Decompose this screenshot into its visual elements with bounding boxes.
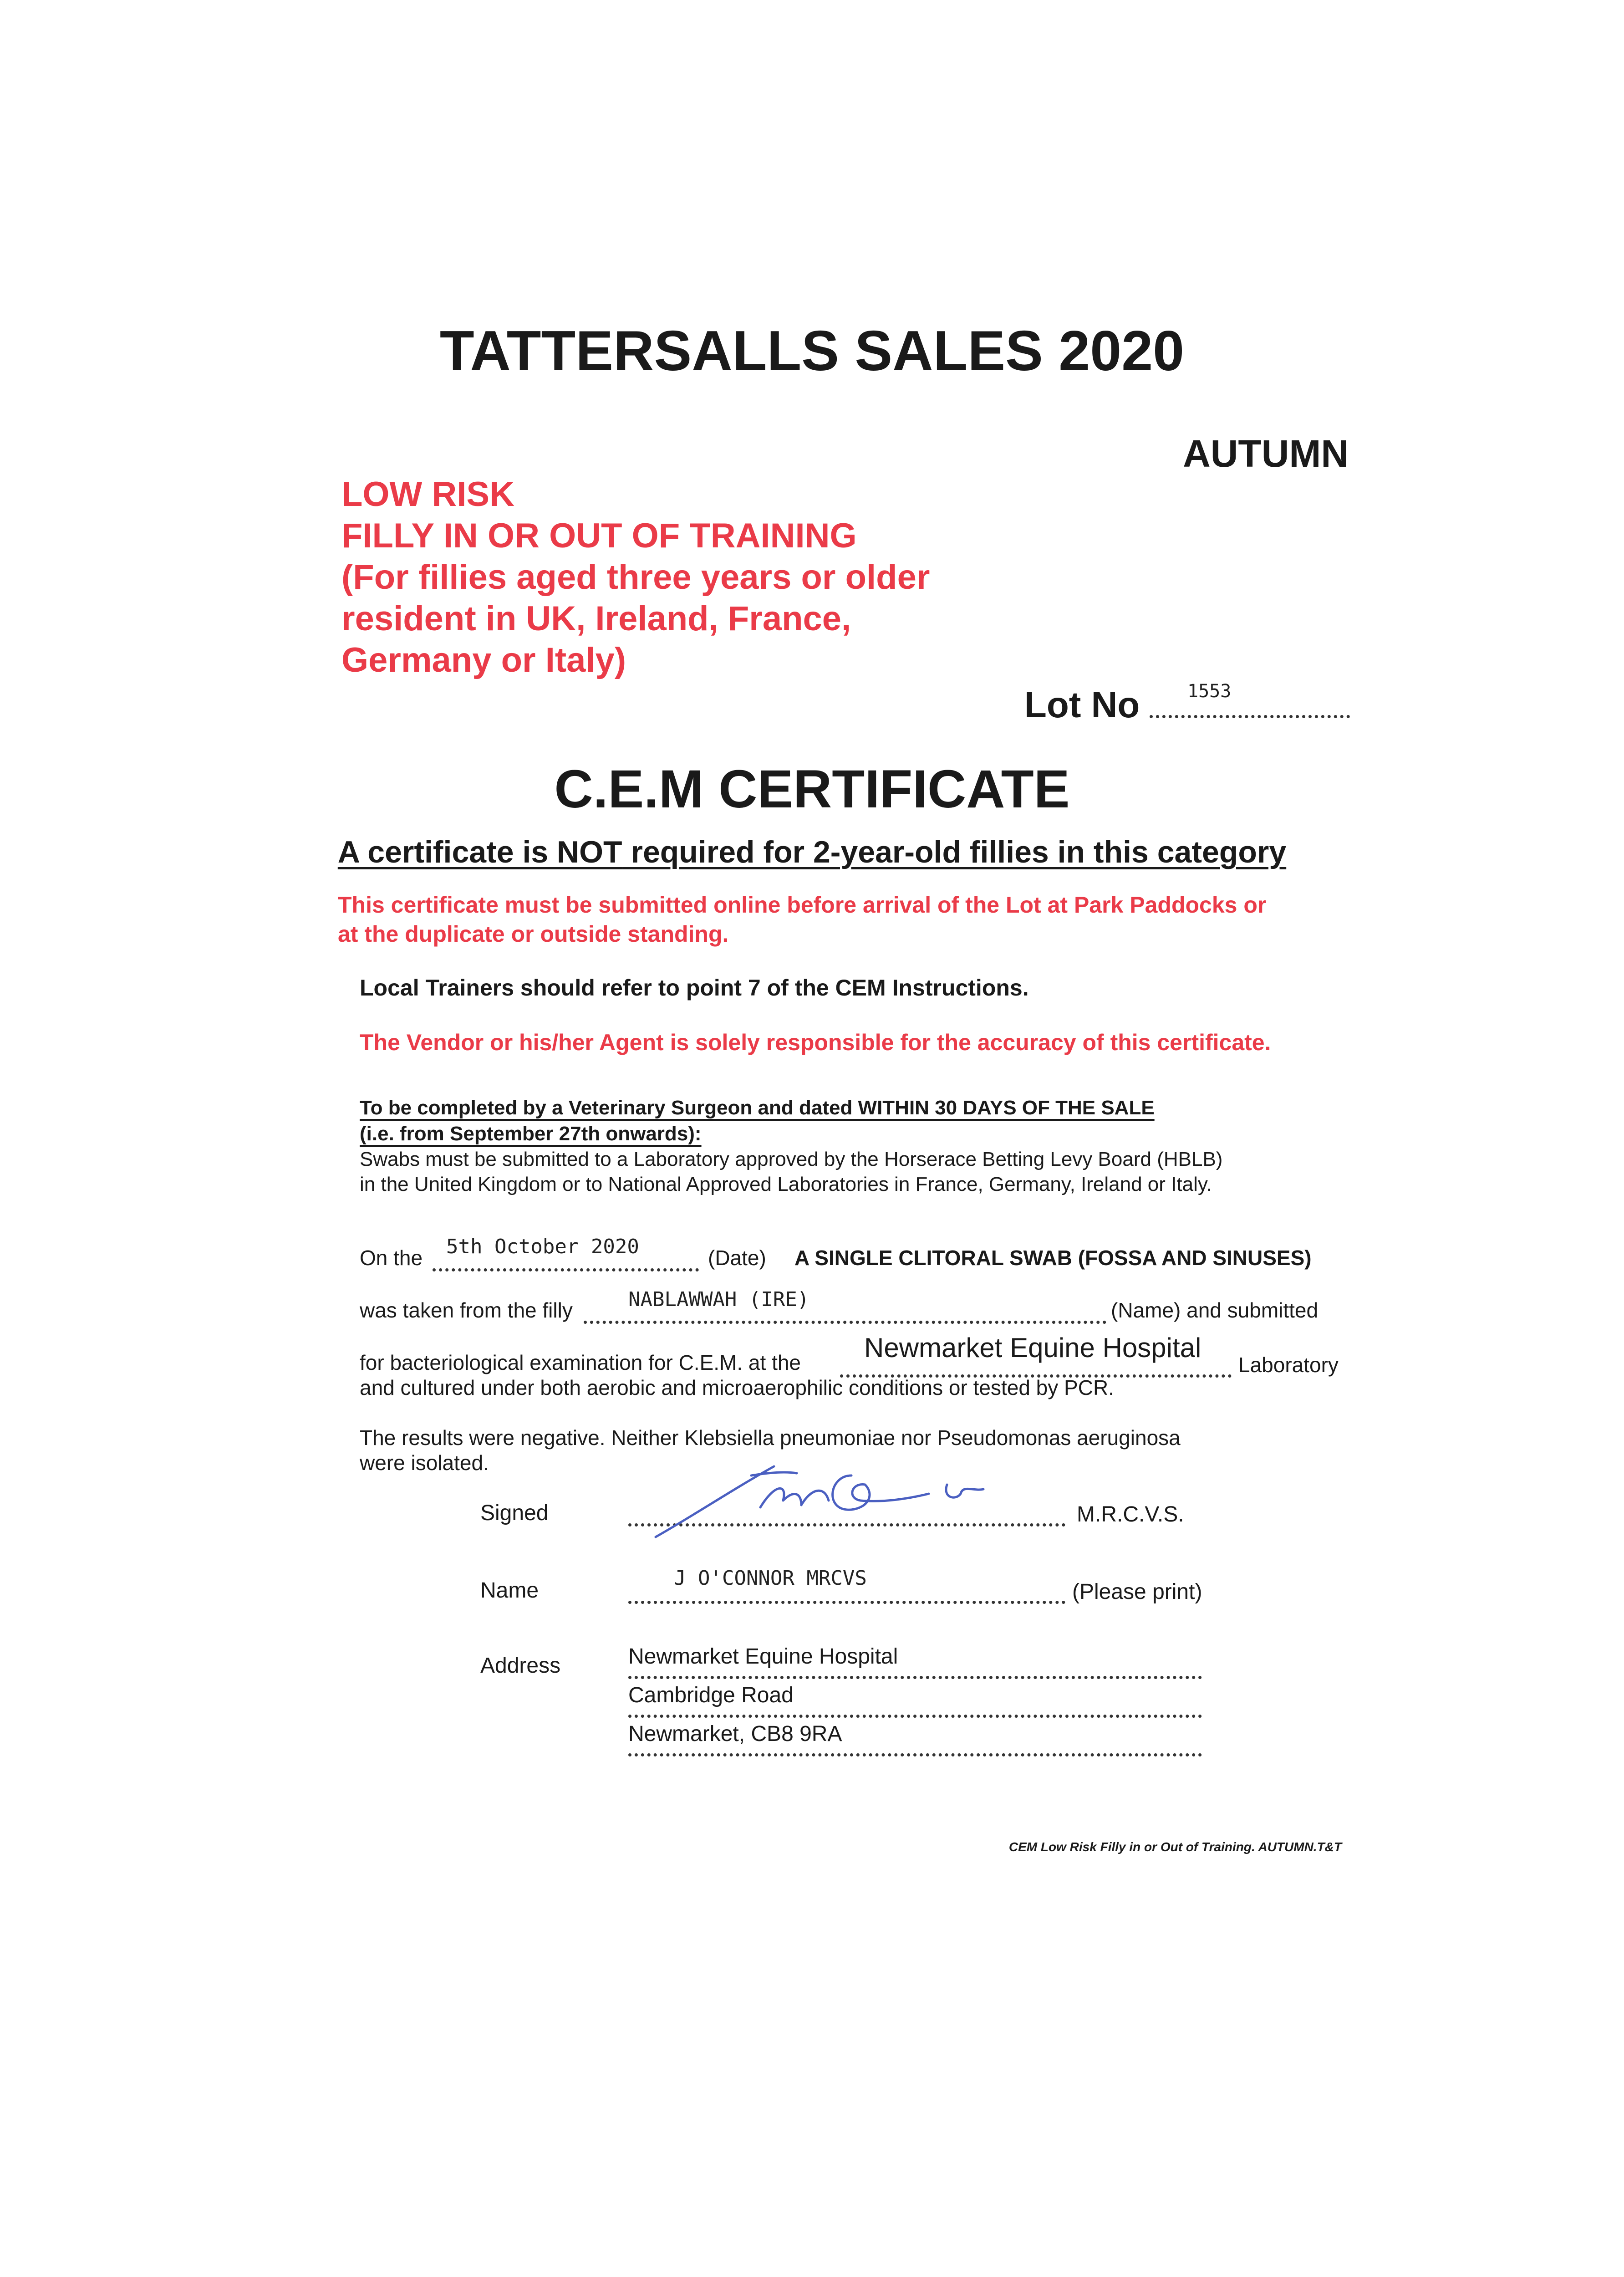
form-reference-footer: CEM Low Risk Filly in or Out of Training. AUTUMN.T&T xyxy=(1008,1840,1342,1854)
risk-line: FILLY IN OR OUT OF TRAINING xyxy=(341,516,857,555)
risk-line: LOW RISK xyxy=(341,475,514,514)
completion-instruction xyxy=(360,1097,1155,1119)
handwritten-signature[interactable] xyxy=(637,1457,993,1544)
on-the-label: On the xyxy=(360,1246,423,1270)
not-required-emphasis: NOT xyxy=(557,835,622,869)
filly-name-field[interactable]: NABLAWWAH (IRE) xyxy=(628,1288,809,1311)
submission-notice-line: This certificate must be submitted online before arrival of the Lot at Park Paddocks or xyxy=(338,892,1267,918)
please-print-label: (Please print) xyxy=(1072,1580,1202,1604)
local-trainers-note: Local Trainers should refer to point 7 of the CEM Instructions. xyxy=(360,975,1029,1001)
filly-name-suffix: (Name) and submitted xyxy=(1111,1298,1319,1322)
risk-category xyxy=(341,474,930,681)
swab-type-text: A SINGLE CLITORAL SWAB (FOSSA AND SINUSES) xyxy=(794,1246,1312,1270)
document-title: TATTERSALLS SALES 2020 xyxy=(439,320,1185,383)
vet-name-field[interactable]: J O'CONNOR MRCVS xyxy=(674,1567,867,1590)
filly-dotted-line xyxy=(584,1321,1106,1324)
results-line: The results were negative. Neither Klebsiella pneumoniae nor Pseudomonas aeruginosa xyxy=(360,1426,1181,1450)
sale-name: AUTUMN xyxy=(1183,432,1349,475)
swab-instruction-line: Swabs must be submitted to a Laboratory approved by the Horserace Betting Levy Board (HBLB) xyxy=(360,1148,1223,1170)
address-dotted-line xyxy=(628,1753,1202,1756)
laboratory-field[interactable]: Newmarket Equine Hospital xyxy=(864,1333,1201,1363)
address-line-2[interactable]: Cambridge Road xyxy=(628,1683,794,1707)
not-required-notice xyxy=(0,834,1624,870)
results-line: were isolated. xyxy=(360,1451,489,1475)
completion-instruction-prefix: To be completed by a Veterinary Surgeon and dated xyxy=(360,1097,858,1119)
signature-strokes xyxy=(656,1466,983,1537)
not-required-prefix: A certificate is xyxy=(337,835,557,869)
date-field-label: (Date) xyxy=(708,1246,766,1270)
address-line-3[interactable]: Newmarket, CB8 9RA xyxy=(628,1722,842,1746)
swab-instruction-line: in the United Kingdom or to National Approved Laboratories in France, Germany, Ireland or Italy. xyxy=(360,1173,1212,1195)
certificate-title: C.E.M CERTIFICATE xyxy=(554,759,1070,819)
culture-conditions-text: and cultured under both aerobic and microaerophilic conditions or tested by PCR. xyxy=(360,1376,1114,1399)
signed-label: Signed xyxy=(480,1501,549,1525)
risk-line: Germany or Italy) xyxy=(341,641,626,679)
vendor-responsibility-note: The Vendor or his/her Agent is solely responsible for the accuracy of this certificate. xyxy=(360,1030,1271,1055)
swab-laboratory-instructions xyxy=(360,1147,1222,1197)
name-label: Name xyxy=(480,1578,539,1603)
lot-number-label: Lot No xyxy=(1024,684,1140,725)
completion-deadline: WITHIN 30 DAYS OF THE SALE xyxy=(858,1097,1155,1119)
risk-line: (For fillies aged three years or older xyxy=(341,558,930,597)
address-dotted-line xyxy=(628,1676,1202,1679)
completion-date-range: (i.e. from September 27th onwards): xyxy=(360,1123,702,1145)
lot-number-dotted-line xyxy=(1150,715,1350,718)
mrcvs-label: M.R.C.V.S. xyxy=(1077,1502,1184,1527)
laboratory-suffix: Laboratory xyxy=(1238,1353,1339,1377)
name-dotted-line xyxy=(628,1601,1065,1604)
address-label: Address xyxy=(480,1654,561,1678)
date-dotted-line xyxy=(433,1268,699,1271)
filly-label: was taken from the filly xyxy=(360,1298,573,1322)
risk-line: resident in UK, Ireland, France, xyxy=(341,599,851,638)
submission-notice-line: at the duplicate or outside standing. xyxy=(338,921,729,947)
lot-number-value[interactable]: 1553 xyxy=(1187,681,1232,702)
address-line-1[interactable]: Newmarket Equine Hospital xyxy=(628,1644,898,1669)
address-dotted-line xyxy=(628,1715,1202,1718)
date-field[interactable]: 5th October 2020 xyxy=(446,1235,639,1258)
submission-notice xyxy=(338,890,1266,949)
not-required-suffix: required for 2-year-old fillies in this category xyxy=(622,835,1287,869)
examination-label: for bacteriological examination for C.E.M. at the xyxy=(360,1351,801,1374)
